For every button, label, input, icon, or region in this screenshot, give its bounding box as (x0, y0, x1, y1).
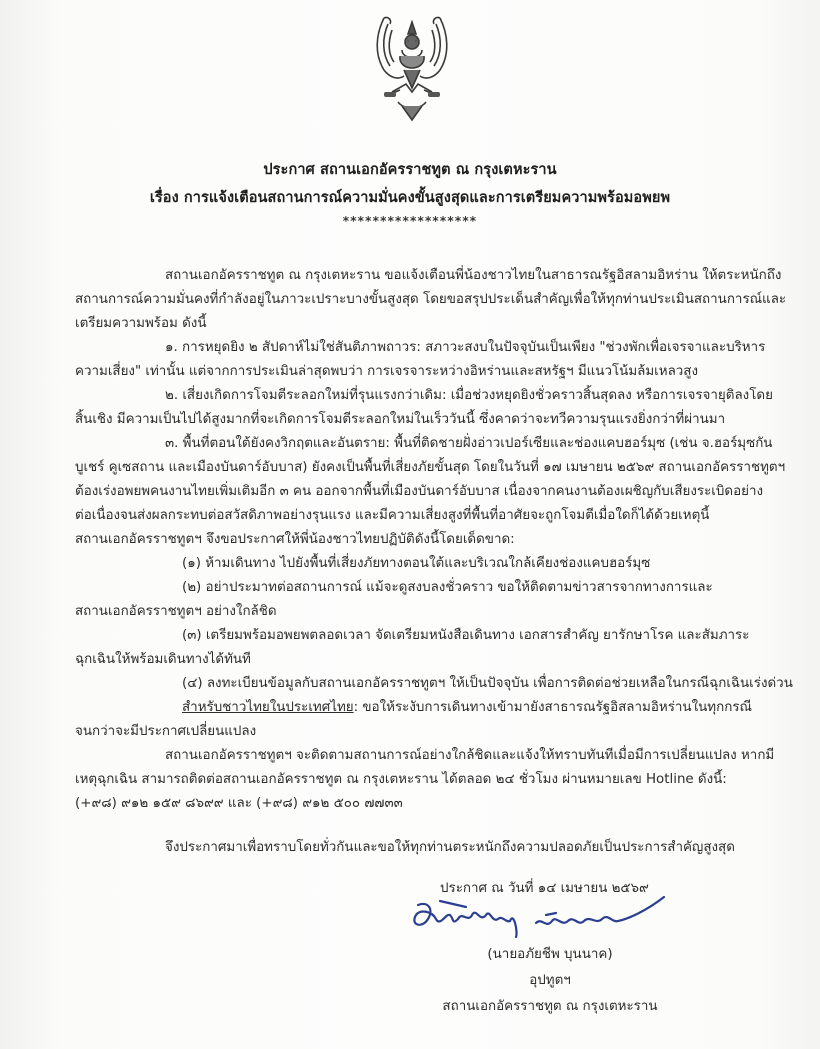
title-separator: ****************** (342, 214, 478, 228)
signatory-office: สถานเอกอัครราชทูต ณ กรุงเตหะราน (442, 999, 658, 1014)
notice-text: : ขอให้ระงับการเดินทางเข้ามายังสาธารณรัฐอิสลามอิหร่านในทุกกรณี (353, 700, 752, 715)
date-line: ประกาศ ณ วันที่ ๑๔ เมษายน ๒๕๖๙ (440, 881, 649, 896)
hotline-numbers (75, 794, 403, 814)
notice-label: สำหรับชาวไทยในประเทศไทย (182, 700, 354, 715)
announcement-subject: เรื่อง การแจ้งเตือนสถานการณ์ความมั่นคงขั้นสูงสุดและการเตรียมความพร้อมอพยพ (149, 190, 671, 206)
garuda-emblem-icon (362, 6, 462, 124)
announcement-title: ประกาศ สถานเอกอัครราชทูต ณ กรุงเตหะราน (263, 162, 557, 178)
hotline-1: (+๙๘) ๙๑๒ ๑๕๙ ๘๖๙๙ (75, 796, 224, 811)
signatory-position: อุปทูตฯ (529, 973, 571, 988)
document-page: ประกาศ สถานเอกอัครราชทูต ณ กรุงเตหะราน เรื่อง การแจ้งเตือนสถานการณ์ความมั่นคงขั้นสูงสุดและการเตรียมความพร้อมอพยพ ****************** สถานเอกอัครราชทูต ณ กรุงเตหะราน ขอแจ้งเตือนพี่น้องชาวไทยในสาธารณรัฐอิสลามอิหร่าน ให้ตระหนักถึง สถานการณ์ความมั่นคงที่กำลังอยู่ในภาวะเปราะบางขั้นสูงสุด โดยขอสรุปประเด็นสำคัญเพื่อให้ทุกท่านประเมินสถานการณ์และ เตรียมความพร้อม ดังนี้ ๑. การหยุดยิง ๒ สัปดาห์ไม่ใช่สันติภาพถาวร: สภาวะสงบในปัจจุบันเป็นเพียง "ช่วงพักเพื่อเจรจาและบริหาร ความเสี่ยง" เท่านั้น แต่จากการประเมินล่าสุดพบว่า การเจรจาระหว่างอิหร่านและสหรัฐฯ มีแนวโน้มล้มเหลวสูง ๒. เสี่ยงเกิดการโจมตีระลอกใหม่ที่รุนแรงกว่าเดิม: เมื่อช่วงหยุดยิงชั่วคราวสิ้นสุดลง หรือการเจรจายุติลงโดย สิ้นเชิง มีความเป็นไปได้สูงมากที่จะเกิดการโจมตีระลอกใหม่ในเร็ววันนี้ ซึ่งคาดว่าจะทวีความรุนแรงยิ่งกว่าที่ผ่านมา ๓. พื้นที่ตอนใต้ยังคงวิกฤตและอันตราย: พื้นที่ติดชายฝั่งอ่าวเปอร์เซียและช่องแคบฮอร์มุซ (เช่น จ.ฮอร์มุซกัน บูเชร์ คูเซสถาน และเมืองบันดาร์อับบาส) ยังคงเป็นพื้นที่เสี่ยงภัยขั้นสุด โดยในวันที่ ๑๗ เมษายน ๒๕๖๙ สถานเอกอัครราชทูตฯ ต้องเร่งอพยพคนงานไทยเพิ่มเติมอีก ๓ คน ออกจากพื้นที่เมืองบันดาร์อับบาส เนื่องจากคนงานต้องเผชิญกับเสียงระเบิดอย่าง ต่อเนื่องจนส่งผลกระทบต่อสวัสดิภาพอย่างรุนแรง และมีความเสี่ยงสูงที่พื้นที่อาศัยจะถูกโจมตีเมื่อใดก็ได้ด้วยเหตุนี้ สถานเอกอัครราชทูตฯ จึงขอประกาศให้พี่น้องชาวไทยปฏิบัติดังนี้โดยเด็ดขาด: (๑) ห้ามเดินทาง ไปยังพื้นที่เสี่ยงภัยทางตอนใต้และบริเวณใกล้เคียงช่องแคบฮอร์มุซ (๒) อย่าประมาทต่อสถานการณ์ แม้จะดูสงบลงชั่วคราว ขอให้ติดตามข่าวสารจากทางการและ สถานเอกอัครราชทูตฯ อย่างใกล้ชิด (๓) เตรียมพร้อมอพยพตลอดเวลา จัดเตรียมหนังสือเดินทาง เอกสารสำคัญ ยารักษาโรค และสัมภาระ ฉุกเฉินให้พร้อมเดินทางได้ทันที (๔) ลงทะเบียนข้อมูลกับสถานเอกอัครราชทูตฯ ให้เป็นปัจจุบัน เพื่อการติดต่อช่วยเหลือในกรณีฉุกเฉินเร่งด่วน สำหรับชาวไทยในประเทศไทย: ขอให้ระงับการเดินทางเข้ามายังสาธารณรัฐอิสลามอิหร่านในทุกกรณี จนกว่าจะมีประกาศเปลี่ยนแปลง สถานเอกอัครราชทูตฯ จะติดตามสถานการณ์อย่างใกล้ชิดและแจ้งให้ทราบทันทีเมื่อมีการเปลี่ยนแปลง หากมี เหตุฉุกเฉิน สามารถติดต่อสถานเอกอัครราชทูต ณ กรุงเตหะราน ได้ตลอด ๒๔ ชั่วโมง ผ่านหมายเลข Hotline ดังนี้: (+๙๘) ๙๑๒ ๑๕๙ ๘๖๙๙ และ (+๙๘) ๙๑๒ ๕๐๐ ๗๗๓๓ จึงประกาศมาเพื่อทราบโดยทั่วกันและขอให้ทุกท่านตระหนักถึงความปลอดภัยเป็นประการสำคัญสูงสุด ประกาศ ณ วันที่ ๑๔ เมษายน ๒๕๖๙ (นายอภัยชีพ บุนนาค) อุปทูตฯ สถานเอกอัครราชทูต ณ กรุงเตหะราน (0, 0, 820, 1049)
hotline-2: (+๙๘) ๙๑๒ ๕๐๐ ๗๗๓๓ (256, 796, 403, 811)
hotline-separator: และ (227, 796, 257, 811)
signature-icon (406, 893, 676, 938)
conclusion: จึงประกาศมาเพื่อทราบโดยทั่วกันและขอให้ทุกท่านตระหนักถึงความปลอดภัยเป็นประการสำคัญสูงสุด (165, 840, 735, 855)
signatory-name: (นายอภัยชีพ บุนนาค) (487, 947, 613, 962)
